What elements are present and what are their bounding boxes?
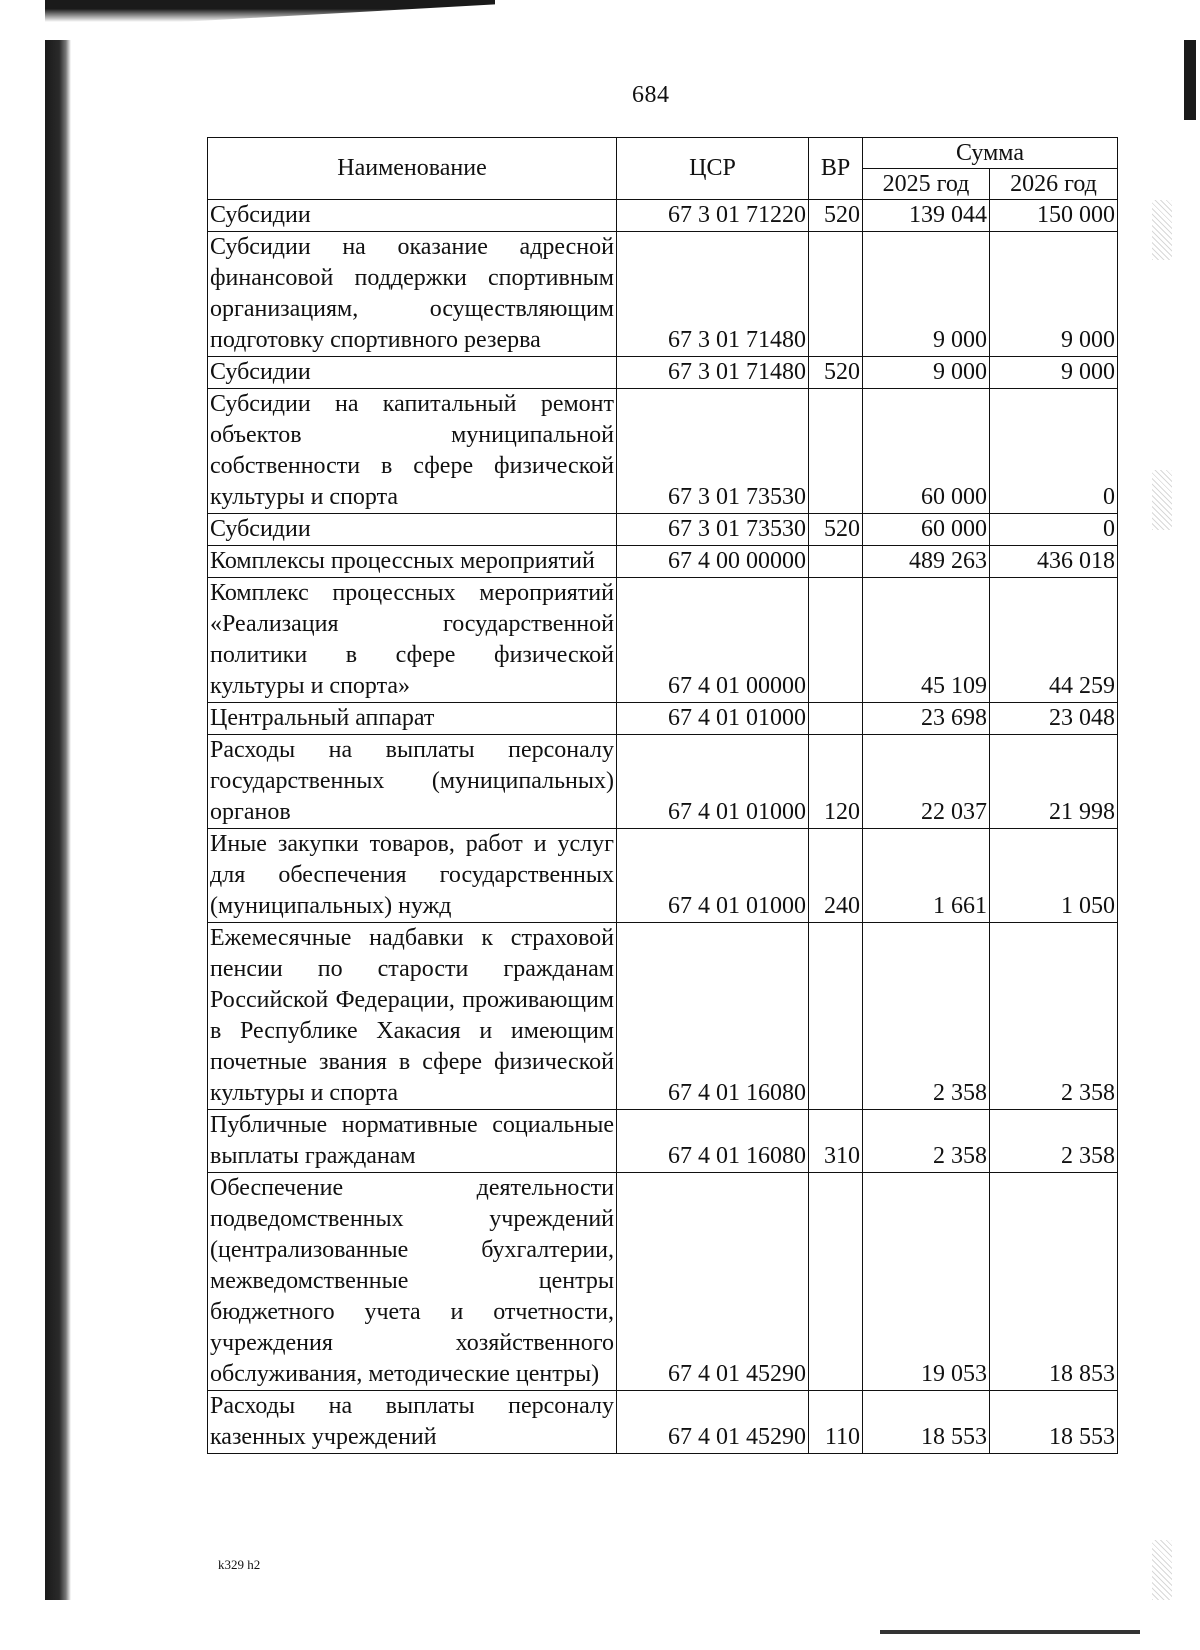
table-row: [208, 389, 1118, 514]
row-csr: 67 4 00 00000: [617, 546, 809, 578]
row-name: Комплексы процессных мероприятий: [208, 546, 617, 578]
scan-mark-bottom: [880, 1630, 1140, 1634]
row-csr: 67 3 01 71480: [617, 357, 809, 389]
row-vr: 520: [809, 514, 863, 546]
table-row: [208, 1391, 1118, 1454]
table-row: [208, 357, 1118, 389]
footer-code: k329 h2: [218, 1557, 261, 1572]
header-vr: ВР: [809, 138, 863, 200]
row-sum-2025: 2 358: [863, 923, 990, 1110]
row-sum-2026: 436 018: [990, 546, 1118, 578]
row-csr: 67 4 01 00000: [617, 578, 809, 703]
row-name: Расходы на выплаты персоналу государственных (муниципальных) органов: [208, 735, 617, 829]
scan-noise: [1152, 1540, 1172, 1600]
scan-mark-right: [1184, 40, 1196, 120]
table-body: [208, 200, 1118, 1454]
header-year-2025: 2025 год: [863, 169, 990, 200]
row-sum-2026: 23 048: [990, 703, 1118, 735]
row-sum-2025: 60 000: [863, 389, 990, 514]
row-sum-2025: 19 053: [863, 1173, 990, 1391]
table-row: [208, 546, 1118, 578]
row-sum-2026: 9 000: [990, 232, 1118, 357]
row-sum-2026: 9 000: [990, 357, 1118, 389]
row-sum-2026: 0: [990, 389, 1118, 514]
table-row: [208, 232, 1118, 357]
scan-shadow-left: [45, 40, 71, 1600]
row-sum-2025: 18 553: [863, 1391, 990, 1454]
row-vr: [809, 232, 863, 357]
row-sum-2025: 23 698: [863, 703, 990, 735]
table-row: [208, 1173, 1118, 1391]
row-name: Субсидии на оказание адресной финансовой поддержки спортивным организациям, осуществляющим подготовку спортивного резерва: [208, 232, 617, 357]
row-sum-2026: 44 259: [990, 578, 1118, 703]
row-csr: 67 3 01 73530: [617, 389, 809, 514]
table-row: [208, 1110, 1118, 1173]
row-sum-2026: 21 998: [990, 735, 1118, 829]
row-sum-2026: 0: [990, 514, 1118, 546]
row-csr: 67 4 01 01000: [617, 703, 809, 735]
row-sum-2026: 2 358: [990, 1110, 1118, 1173]
table-row: [208, 578, 1118, 703]
row-name: Расходы на выплаты персоналу казенных учреждений: [208, 1391, 617, 1454]
row-csr: 67 4 01 45290: [617, 1391, 809, 1454]
table-row: [208, 514, 1118, 546]
page-number: 684: [632, 82, 670, 108]
row-name: Центральный аппарат: [208, 703, 617, 735]
row-sum-2025: 9 000: [863, 357, 990, 389]
row-vr: [809, 703, 863, 735]
row-name: Ежемесячные надбавки к страховой пенсии по старости гражданам Российской Федерации, проживающим в Республике Хакасия и имеющим почетные звания в сфере физической культуры и спорта: [208, 923, 617, 1110]
row-name: Обеспечение деятельности подведомственных учреждений (централизованные бухгалтерии, межведомственные центры бюджетного учета и отчетности, учреждения хозяйственного обслуживания, методические центры): [208, 1173, 617, 1391]
row-vr: 120: [809, 735, 863, 829]
header-name: Наименование: [208, 138, 617, 200]
row-csr: 67 4 01 01000: [617, 829, 809, 923]
table-header: [208, 138, 1118, 200]
row-sum-2026: 1 050: [990, 829, 1118, 923]
row-name: Комплекс процессных мероприятий «Реализация государственной политики в сфере физической культуры и спорта»: [208, 578, 617, 703]
row-name: Субсидии: [208, 357, 617, 389]
row-vr: [809, 1173, 863, 1391]
row-sum-2025: 60 000: [863, 514, 990, 546]
row-sum-2025: 9 000: [863, 232, 990, 357]
row-name: Субсидии: [208, 514, 617, 546]
row-sum-2025: 22 037: [863, 735, 990, 829]
row-sum-2026: 18 553: [990, 1391, 1118, 1454]
row-csr: 67 4 01 01000: [617, 735, 809, 829]
row-vr: [809, 389, 863, 514]
row-vr: 310: [809, 1110, 863, 1173]
row-sum-2025: 2 358: [863, 1110, 990, 1173]
row-name: Субсидии на капитальный ремонт объектов муниципальной собственности в сфере физической культуры и спорта: [208, 389, 617, 514]
row-vr: [809, 923, 863, 1110]
row-name: Субсидии: [208, 200, 617, 232]
row-sum-2026: 2 358: [990, 923, 1118, 1110]
row-csr: 67 3 01 71480: [617, 232, 809, 357]
table-row: [208, 200, 1118, 232]
scan-shadow-top: [45, 0, 495, 22]
table-row: [208, 923, 1118, 1110]
row-vr: [809, 578, 863, 703]
row-name: Иные закупки товаров, работ и услуг для обеспечения государственных (муниципальных) нужд: [208, 829, 617, 923]
row-name: Публичные нормативные социальные выплаты гражданам: [208, 1110, 617, 1173]
row-sum-2025: 1 661: [863, 829, 990, 923]
header-sum: Сумма: [863, 138, 1118, 169]
row-sum-2026: 18 853: [990, 1173, 1118, 1391]
row-vr: 240: [809, 829, 863, 923]
row-vr: 520: [809, 200, 863, 232]
row-vr: 110: [809, 1391, 863, 1454]
header-csr: ЦСР: [617, 138, 809, 200]
budget-table: [207, 137, 1118, 1454]
row-csr: 67 4 01 16080: [617, 923, 809, 1110]
table-row: [208, 703, 1118, 735]
row-csr: 67 4 01 16080: [617, 1110, 809, 1173]
scan-noise: [1152, 470, 1172, 530]
row-sum-2025: 489 263: [863, 546, 990, 578]
row-sum-2025: 139 044: [863, 200, 990, 232]
row-csr: 67 3 01 73530: [617, 514, 809, 546]
row-vr: 520: [809, 357, 863, 389]
row-vr: [809, 546, 863, 578]
scan-noise: [1152, 200, 1172, 260]
row-sum-2026: 150 000: [990, 200, 1118, 232]
table-row: [208, 829, 1118, 923]
header-year-2026: 2026 год: [990, 169, 1118, 200]
row-csr: 67 4 01 45290: [617, 1173, 809, 1391]
row-sum-2025: 45 109: [863, 578, 990, 703]
table-row: [208, 735, 1118, 829]
row-csr: 67 3 01 71220: [617, 200, 809, 232]
